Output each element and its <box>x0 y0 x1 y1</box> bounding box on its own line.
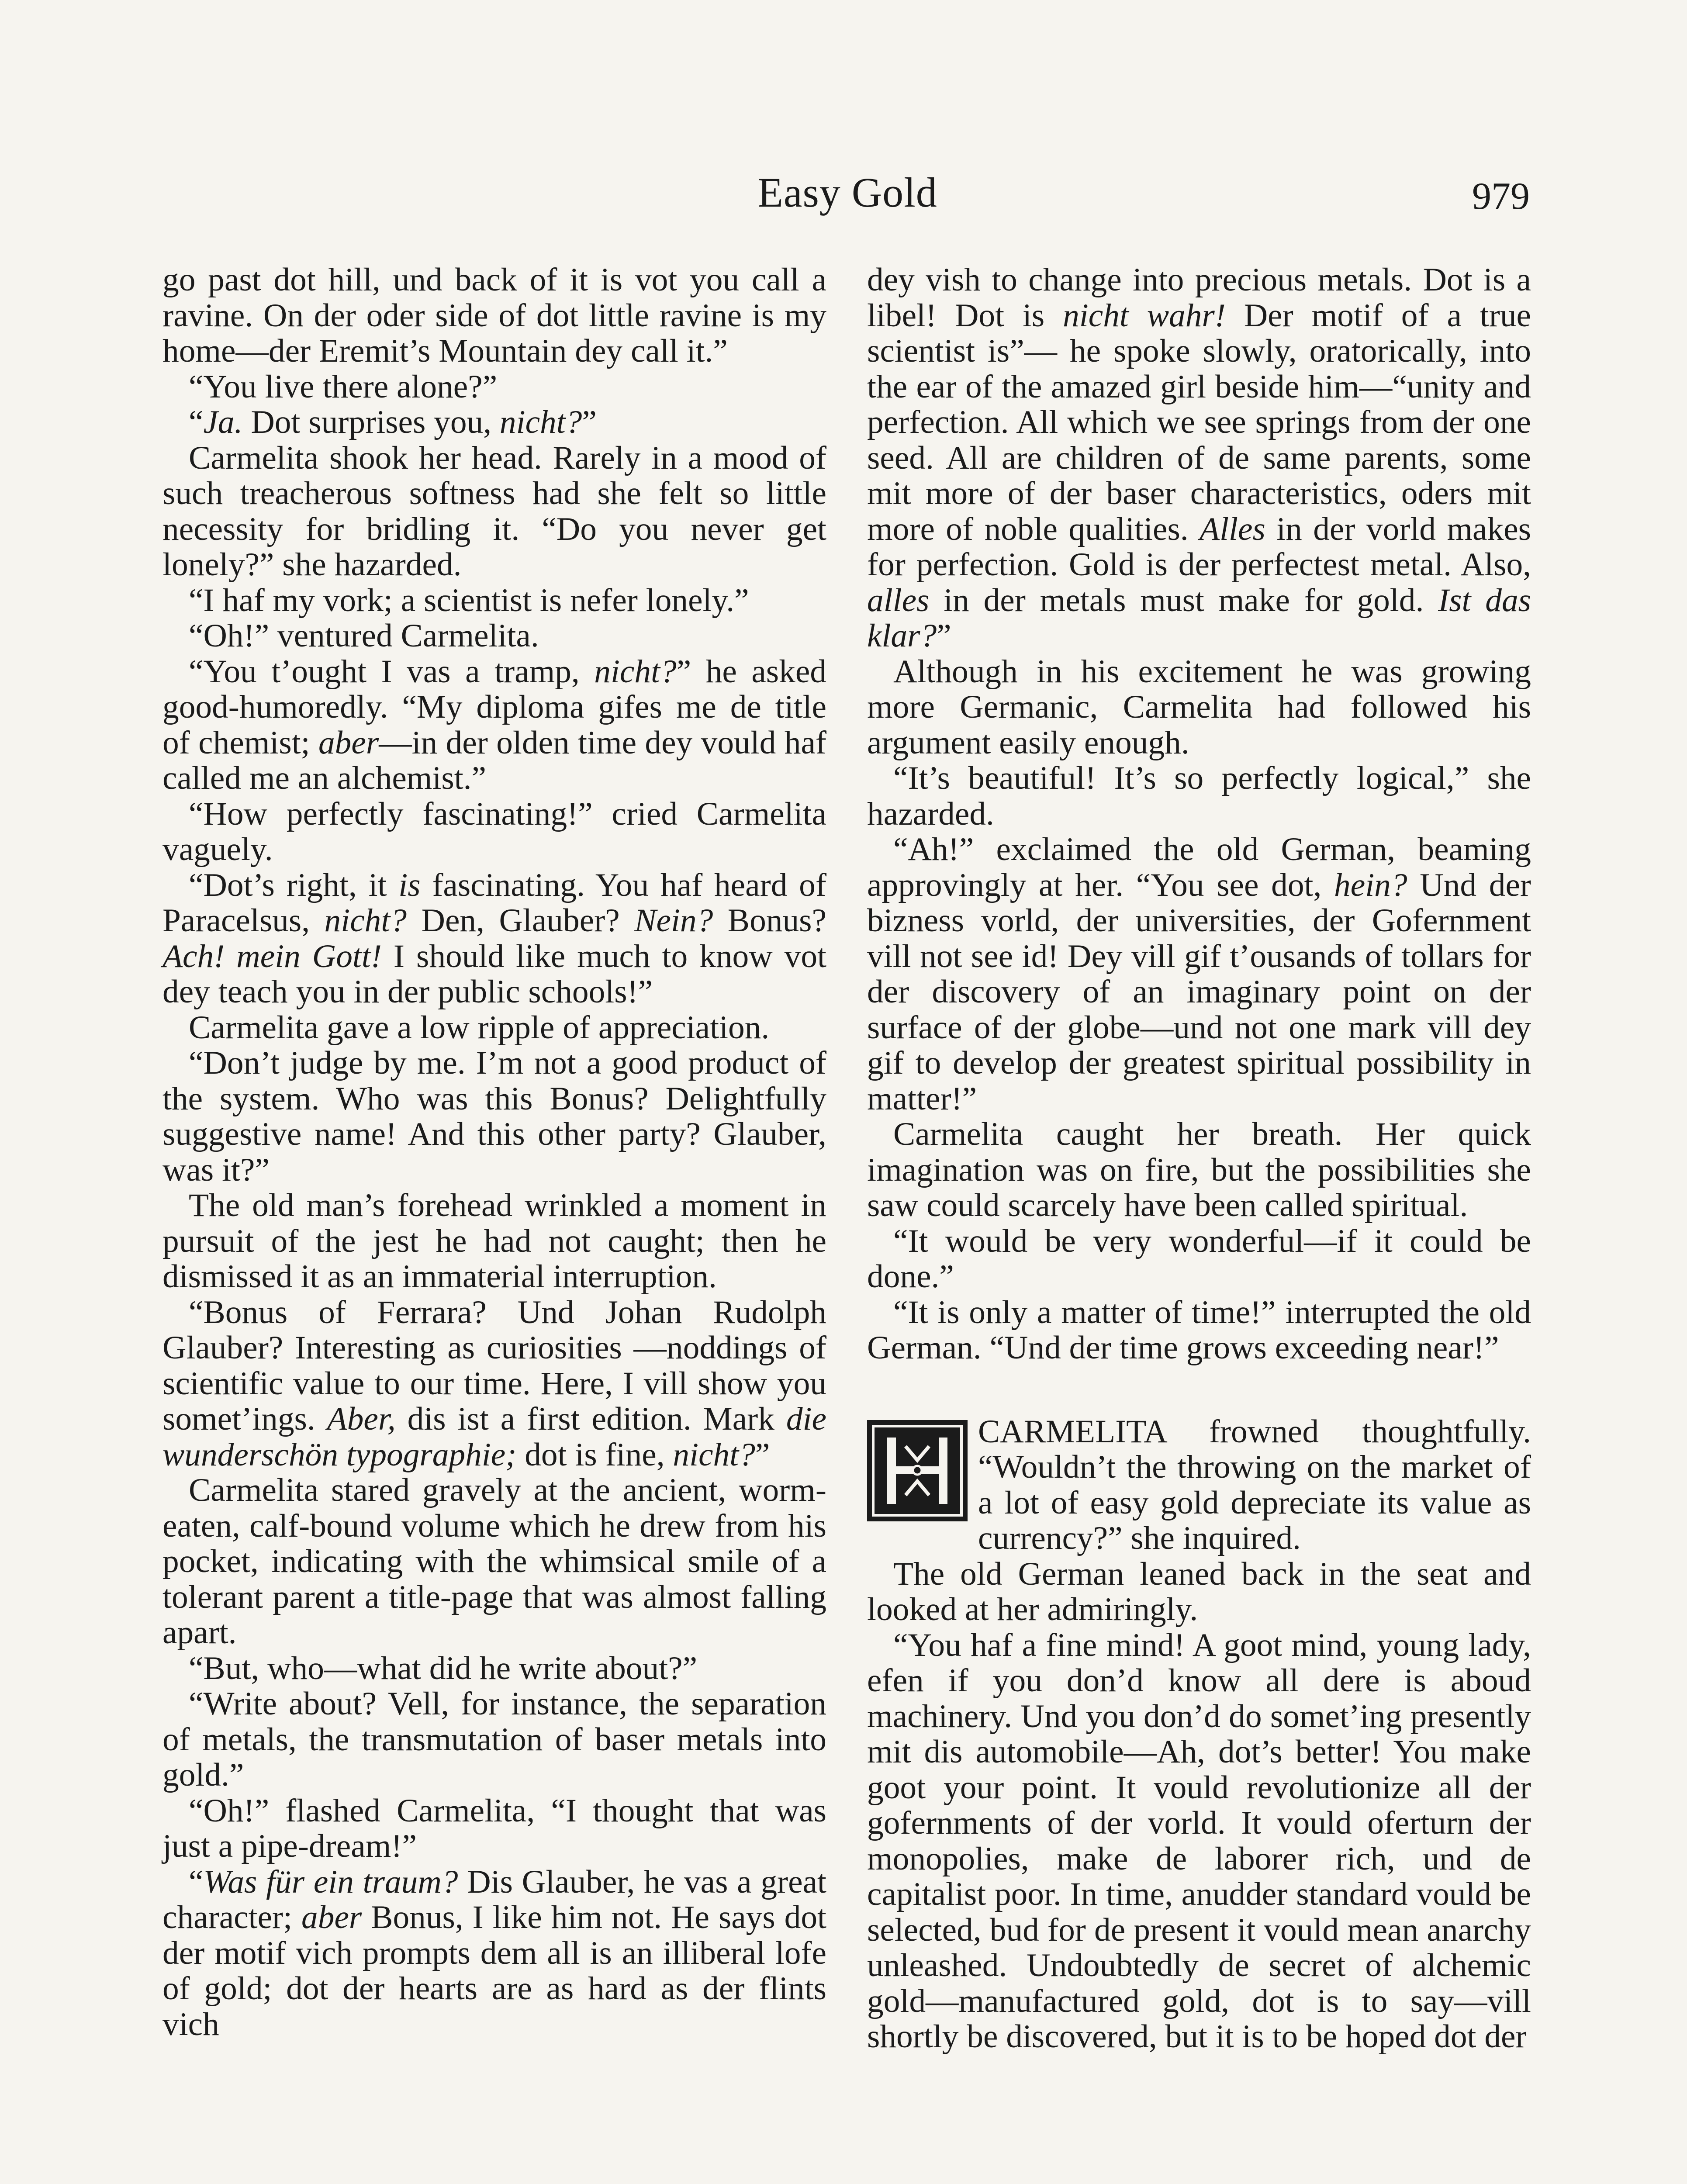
text-run: ” <box>755 1436 770 1473</box>
text-run: Dot surprises you, <box>242 404 500 440</box>
text-run: “But, who—what did he write about?” <box>189 1650 698 1686</box>
italic-text: nicht? <box>594 653 677 690</box>
text-run: ” he asked good-humoredly. “My diploma gifes me de title of chemist; <box>162 653 826 761</box>
paragraph <box>867 1556 1531 1628</box>
text-run: Carmelita gave a low ripple of appreciation. <box>189 1009 770 1046</box>
text-run: dis ist a first edition. Mark <box>395 1401 786 1437</box>
italic-text: Aber, <box>327 1401 396 1437</box>
italic-text: die wunderschön typographie; <box>162 1401 826 1473</box>
text-run: I should like much to know vot dey teach you in der public schools!” <box>162 938 826 1010</box>
paragraph <box>162 1295 826 1473</box>
paragraph <box>162 1686 826 1793</box>
section-break <box>867 1366 1531 1414</box>
paragraph <box>867 1116 1531 1223</box>
text-run: “It is only a matter of time!” interrupted the old German. “Und der time grows exceeding near!” <box>867 1294 1531 1366</box>
paragraph <box>162 1472 826 1651</box>
paragraph <box>162 654 826 796</box>
running-title: Easy Gold <box>757 169 937 216</box>
text-run: “Ah!” exclaimed the old German, beaming approvingly at her. “You see dot, <box>867 831 1531 903</box>
paragraph <box>162 796 826 867</box>
text-run: “How perfectly fascinating!” cried Carmelita vaguely. <box>162 795 826 867</box>
paragraph <box>162 440 826 583</box>
paragraph <box>162 369 826 405</box>
text-run: “You t’ought I vas a tramp, <box>189 653 595 690</box>
italic-text: aber <box>301 1899 362 1935</box>
page-number: 979 <box>1472 175 1530 218</box>
text-run: “Oh!” flashed Carmelita, “I thought that was just a pipe-dream!” <box>162 1792 826 1864</box>
text-run: dot is fine, <box>516 1436 673 1473</box>
right-column <box>867 262 1531 2055</box>
paragraph <box>162 1010 826 1046</box>
paragraph <box>162 1651 826 1686</box>
paragraph <box>867 654 1531 761</box>
italic-text: alles <box>867 582 930 619</box>
italic-text: aber <box>318 724 379 761</box>
text-run: “It would be very wonderful—if it could be done.” <box>867 1223 1531 1295</box>
paragraph <box>162 1188 826 1295</box>
paragraph <box>867 760 1531 832</box>
italic-text: nicht? <box>673 1436 755 1473</box>
text-run: The old man’s forehead wrinkled a moment in pursuit of the jest he had not caught; then he dismissed it as an immaterial interruption. <box>162 1187 826 1295</box>
text-run: in der metals must make for gold. <box>929 582 1438 619</box>
text-run: ” <box>582 404 597 440</box>
text-run: “Don’t judge by me. I’m not a good product of the system. Who was this Bonus? Delightfully suggestive name! And this other party? Glauber, was it?” <box>162 1045 826 1188</box>
left-column <box>162 262 826 2042</box>
italic-text: Nein? <box>634 902 713 939</box>
paragraph <box>162 618 826 654</box>
text-run: Bonus? <box>713 902 826 939</box>
text-run: The old German leaned back in the seat and looked at her admiringly. <box>867 1555 1531 1628</box>
text-run: ” <box>937 618 951 654</box>
text-run: “Dot’s right, it <box>189 867 399 903</box>
text-run: Den, Glauber? <box>407 902 635 939</box>
text-run: “Oh!” ventured Carmelita. <box>189 618 539 654</box>
text-run: “You haf a fine mind! A goot mind, young lady, efen if you don’d know all dere is aboud machinery. Und you don’d do somet’ing presently mit dis automobile—Ah, dot’s better! You make goot your point. It vould revolutionize all der gofernments of der vorld. It vould oferturn der monopolies, make de laborer rich, und de capitalist poor. In time, anudder standard vould be selected, bud for de present it vould mean anarchy unleashed. Undoubtedly de secret of alchemic gold—manufactured gold, dot is to say—vill shortly be discovered, but it is to be hoped dot der <box>867 1627 1531 2055</box>
paragraph <box>867 832 1531 1116</box>
paragraph <box>162 1864 826 2042</box>
paragraph <box>162 1793 826 1864</box>
paragraph <box>162 867 826 1010</box>
paragraph <box>162 262 826 369</box>
text-run: in der vorld makes for perfection. Gold is der perfectest metal. Also, <box>867 511 1531 583</box>
text-run: Dis Glauber, he vas a great character; <box>162 1863 826 1935</box>
text-run: “ <box>189 1863 204 1900</box>
italic-text: Ist das klar? <box>867 582 1531 654</box>
right-column-bottom <box>867 1556 1531 2055</box>
running-header <box>0 168 1687 225</box>
paragraph <box>162 583 826 619</box>
text-run: “Write about? Vell, for instance, the separation of metals, the transmutation of baser metals into gold.” <box>162 1686 826 1793</box>
italic-text: nicht? <box>324 902 407 939</box>
ornamental-initial-icon <box>867 1420 968 1521</box>
italic-text: hein? <box>1334 867 1407 903</box>
text-run: Und der bizness vorld, der universities, der Gofernment vill not see id! Dey vill gif t’ousands of tollars for der discovery of an imaginary point on der surface of der globe—und not one mark vill dey gif to develop der greatest spiritual possibility in matter!” <box>867 867 1531 1117</box>
paragraph <box>867 1223 1531 1295</box>
italic-text: Alles <box>1200 511 1265 547</box>
text-run: Der motif of a true scientist is”— he spoke slowly, oratorically, into the ear of the amazed girl beside him—“unity and perfection. All which we see springs from der one seed. All are children of de same parents, some mit more of der baser characteristics, oders mit more of noble qualities. <box>867 297 1531 547</box>
text-run: Carmelita stared gravely at the ancient, worm-eaten, calf-bound volume which he drew from his pocket, indicating with the whimsical smile of a tolerant parent a title-page that was almost falling apart. <box>162 1472 826 1651</box>
dropcap-paragraph <box>867 1414 1531 1556</box>
text-run: Carmelita caught her breath. Her quick imagination was on fire, but the possibilities she saw could scarcely have been called spiritual. <box>867 1116 1531 1223</box>
text-run: “It’s beautiful! It’s so perfectly logical,” she hazarded. <box>867 760 1531 832</box>
paragraph <box>867 1295 1531 1366</box>
italic-text: Ja. <box>203 404 243 440</box>
right-column-top <box>867 262 1531 1366</box>
text-run: —in der olden time dey vould haf called me an alchemist.” <box>162 724 827 796</box>
text-run: Carmelita shook her head. Rarely in a mood of such treacherous softness had she felt so little necessity for bridling it. “Do you never get lonely?” she hazarded. <box>162 439 826 583</box>
text-run: go past dot hill, und back of it is vot you call a ravine. On der oder side of dot little ravine is my home—der Eremit’s Mountain dey call it.” <box>162 262 826 369</box>
text-run: dey vish to change into precious metals. Dot is a libel! Dot is <box>867 262 1531 334</box>
text-run: Bonus, I like him not. He says dot der motif vich prompts dem all is an illiberal lofe of gold; dot der hearts are as hard as der flints vich <box>162 1899 826 2042</box>
text-run: “ <box>189 404 204 440</box>
text-run: “I haf my vork; a scientist is nefer lonely.” <box>189 582 749 619</box>
dropcap-paragraph-text: CARMELITA frowned thoughtfully. “Wouldn’t the throwing on the market of a lot of easy gold depreciate its value as currency?” she inquired. <box>978 1413 1531 1556</box>
paragraph <box>867 262 1531 654</box>
text-run: Although in his excitement he was growing more Germanic, Carmelita had followed his argument easily enough. <box>867 653 1531 761</box>
italic-text: nicht? <box>499 404 582 440</box>
paragraph <box>162 1045 826 1188</box>
italic-text: Ach! mein Gott! <box>162 938 382 975</box>
paragraph <box>867 1628 1531 2055</box>
paragraph <box>162 404 826 440</box>
italic-text: is <box>398 867 421 903</box>
text-run: “Bonus of Ferrara? Und Johan Rudolph Glauber? Interesting as curiosities —noddings of scientific value to our time. Here, I vill show you somet’ings. <box>162 1294 826 1437</box>
text-run: fascinating. You haf heard of Paracelsus, <box>162 867 826 939</box>
italic-text: nicht wahr! <box>1063 297 1226 334</box>
text-run: “You live there alone?” <box>189 368 498 405</box>
italic-text: Was für ein traum? <box>203 1863 458 1900</box>
